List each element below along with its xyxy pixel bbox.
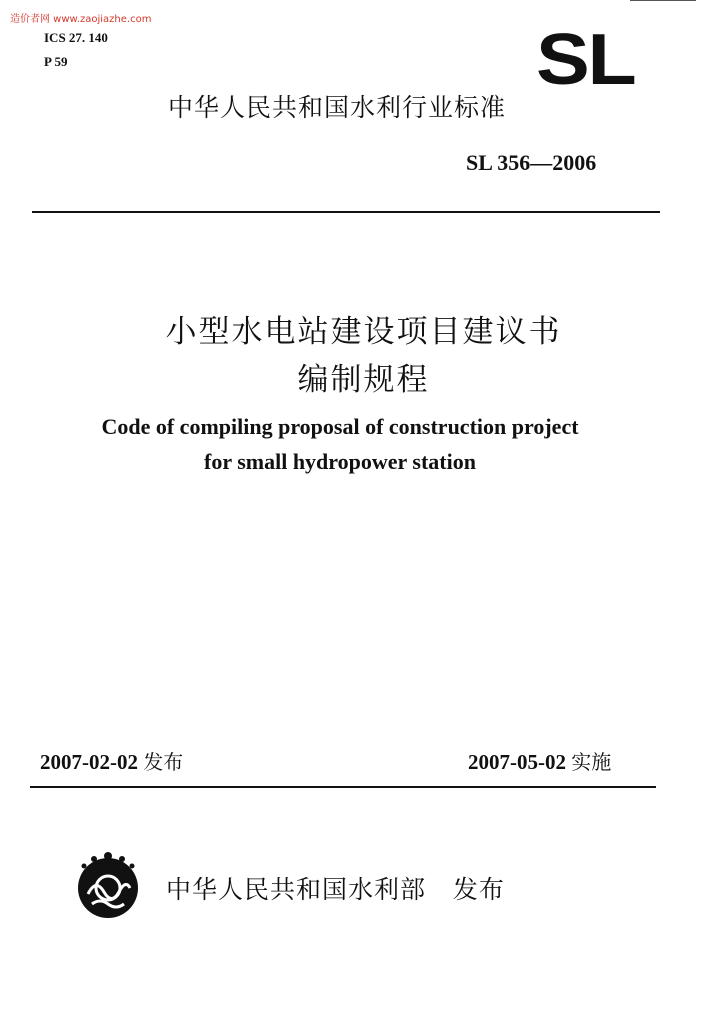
title-en-line2: for small hydropower station: [204, 449, 476, 474]
title-en-line1: Code of compiling proposal of construction project: [101, 414, 579, 439]
standard-number: SL 356—2006: [466, 150, 597, 175]
release-date-block: [40, 746, 183, 775]
issuer-block: [166, 870, 505, 906]
watermark-link[interactable]: 造价者网 www.zaojiazhe.com: [10, 14, 152, 25]
ics-code: ICS 27. 140: [44, 30, 108, 45]
header-rule: [32, 211, 660, 213]
effective-label: 实施: [571, 750, 612, 774]
top-edge-line: [630, 0, 696, 1]
title-cn-line1: 小型水电站建设项目建议书: [165, 314, 562, 350]
release-date: 2007-02-02: [40, 750, 138, 774]
footer-rule: [30, 786, 656, 788]
effective-date: 2007-05-02: [468, 750, 566, 774]
industry-standard-title: 中华人民共和国水利行业标准: [168, 93, 507, 122]
issuer-ministry: 中华人民共和国水利部: [166, 875, 427, 904]
release-label: 发布: [143, 750, 184, 774]
sl-logo: SL: [536, 20, 635, 100]
ministry-emblem-icon: [70, 848, 146, 924]
effective-date-block: [468, 746, 611, 775]
classification-code: P 59: [44, 54, 68, 69]
title-cn-line2: 编制规程: [297, 362, 430, 398]
issuer-action: 发布: [452, 875, 505, 904]
